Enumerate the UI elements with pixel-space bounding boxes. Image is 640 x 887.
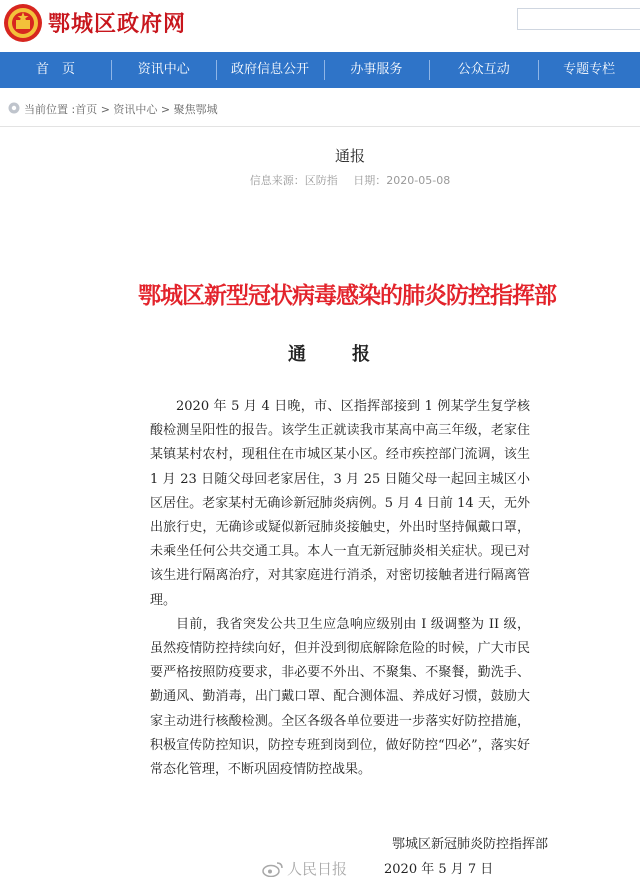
- nav-item-special-topics[interactable]: 专题专栏: [538, 52, 640, 88]
- nav-item-gov-info[interactable]: 政府信息公开: [216, 52, 323, 88]
- article-date: 日期：2020-05-08: [353, 174, 451, 187]
- document-body: [150, 395, 530, 782]
- search-input[interactable]: [517, 8, 640, 30]
- location-icon: [8, 102, 20, 114]
- document-signature: 鄂城区新冠肺炎防控指挥部: [391, 837, 548, 852]
- article-meta: [0, 172, 640, 188]
- breadcrumb-text[interactable]: 当前位置 :首页 > 资讯中心 > 聚焦鄂城: [24, 103, 218, 116]
- breadcrumb: [0, 88, 640, 128]
- nav-item-news-center[interactable]: 资讯中心: [111, 52, 216, 88]
- document-subheading: 通报: [288, 344, 416, 365]
- nav-item-interaction[interactable]: 公众互动: [429, 52, 538, 88]
- document-heading: 鄂城区新型冠状病毒感染的肺炎防控指挥部: [138, 282, 556, 309]
- article-title: 通报: [334, 147, 365, 165]
- main-nav: [0, 52, 640, 88]
- divider: [0, 126, 640, 127]
- watermark-text: 人民日报: [287, 860, 348, 878]
- document-date: 2020 年 5 月 7 日: [384, 862, 494, 877]
- document-paragraph: 目前，我省突发公共卫生应急响应级别由 I 级调整为 II 级，虽然疫情防控持续向好，但并没到彻底解除危险的时候，广大市民要严格按照防疫要求，非必要不外出、不聚集、不聚餐，勤洗手、勤通风、勤消毒，出门戴口罩、配合测体温、养成好习惯，鼓励大家主动进行核酸检测。全区各级各单位要进一步落实好防控措施，积极宣传防控知识，防控专班到岗到位，做好防控“四必”，落实好常态化管理，不断巩固疫情防控战果。: [150, 616, 530, 778]
- site-title[interactable]: 鄂城区政府网: [48, 12, 187, 37]
- site-header: [0, 0, 640, 52]
- national-emblem-icon[interactable]: [2, 2, 44, 44]
- document-paragraph: 2020 年 5 月 4 日晚，市、区指挥部接到 1 例某学生复学核酸检测呈阳性的报告。该学生正就读我市某高中高三年级，老家住某镇某村农村，现租住在市城区某小区。经市疾控部门流调，该生 1 月 23 日随父母回老家居住，3 月 25 日随父母一起回主城区小区居住。老家某村无确诊新冠肺炎病例。5 月 4 日前 14 天，无外出旅行史，无确诊或疑似新冠肺炎接触史，外出时坚持佩戴口罩，未乘坐任何公共交通工具。本人一直无新冠肺炎相关症状。现已对该生进行隔离治疗，对其家庭进行消杀，对密切接触者进行隔离管理。: [150, 399, 530, 608]
- nav-item-home[interactable]: 首 页: [35, 62, 75, 77]
- nav-item-services[interactable]: 办事服务: [324, 52, 429, 88]
- weibo-icon: [262, 861, 284, 877]
- article-source: 信息来源：区防指: [249, 174, 338, 187]
